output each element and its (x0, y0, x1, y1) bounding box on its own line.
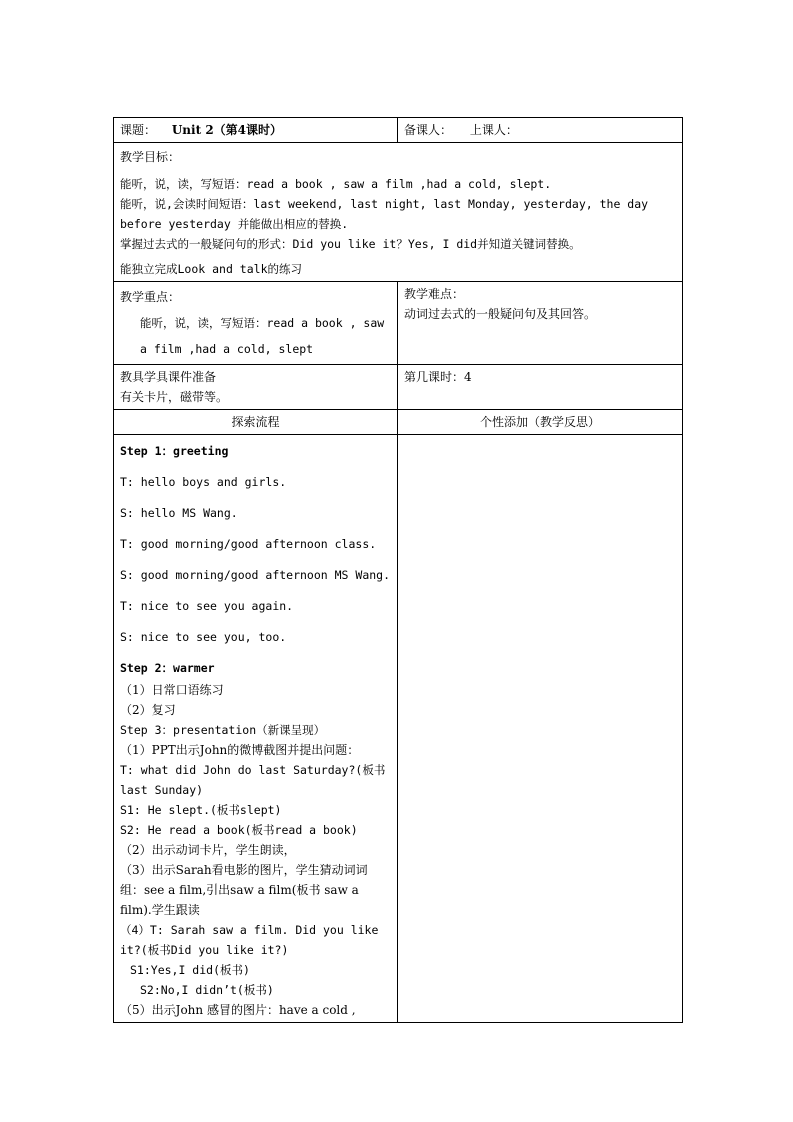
dialog-line: S: hello MS Wang. (120, 506, 238, 520)
dialog-line: S: good morning/good afternoon MS Wang. (120, 568, 391, 582)
objectives-cell (114, 143, 683, 282)
column-header-row (114, 410, 683, 435)
process-line: S1:Yes,I did(板书) (130, 963, 250, 977)
process-line: Step 3：presentation（新课呈现） (120, 723, 326, 737)
difficulties-text: 动词过去式的一般疑问句及其回答。 (404, 307, 597, 321)
process-line: S1: He slept.(板书slept) (120, 803, 282, 817)
dialog-line: T: good morning/good afternoon class. (120, 537, 377, 551)
process-cell (114, 435, 398, 1023)
materials-cell (114, 365, 398, 410)
objectives-row (114, 143, 683, 282)
process-line: S2: He read a book(板书read a book) (120, 823, 358, 837)
process-line: T: what did John do last Saturday?(板书last Sunday) (120, 763, 386, 797)
process-row (114, 435, 683, 1023)
process-line: （5）出示John 感冒的图片：have a cold , (120, 1003, 356, 1017)
lesson-count-text: 第几课时：4 (404, 370, 472, 384)
process-column-header: 探索流程 (114, 410, 398, 435)
objectives-title: 教学目标： (120, 150, 181, 164)
key-points-row (114, 282, 683, 365)
topic-cell (114, 118, 398, 143)
key-points-cell (114, 282, 398, 365)
materials-title: 教具学具课件准备 (120, 370, 217, 384)
preparer-cell (398, 118, 683, 143)
topic-label: 课题： (120, 123, 157, 137)
objective-line: 能听，说,会读时间短语：last weekend, last night, last Monday, yesterday, the day before yesterday 并能做出相应的替换. (120, 197, 649, 231)
process-line: （2）复习 (120, 703, 176, 717)
reflection-cell (398, 435, 683, 1023)
lesson-count-cell (398, 365, 683, 410)
step2-title: Step 2：warmer (120, 661, 215, 675)
process-line: （2）出示动词卡片，学生朗读， (120, 843, 296, 857)
process-line: S2:No,I didn’t(板书) (140, 983, 274, 997)
dialog-line: S: nice to see you, too. (120, 630, 287, 644)
topic-value: Unit 2（第4课时） (171, 123, 283, 137)
reflection-column-header: 个性添加（教学反思） (398, 410, 683, 435)
key-points-text: 能听，说，读，写短语：read a book , saw a film ,had a cold, slept (140, 316, 385, 356)
process-line: （1）日常口语练习 (120, 683, 224, 697)
lesson-plan-sheet (113, 117, 682, 1023)
objective-line: 掌握过去式的一般疑问句的形式：Did you like it？Yes, I did并知道关键词替换。 (120, 237, 581, 251)
materials-row (114, 365, 683, 410)
process-line: （1）PPT出示John的微博截图并提出问题： (120, 743, 360, 757)
dialog-line: T: nice to see you again. (120, 599, 294, 613)
process-line: （3）出示Sarah看电影的图片，学生猜动词词组：see a film,引出saw a film(板书 saw a film).学生跟读 (120, 863, 368, 917)
process-line: （4）T: Sarah saw a film. Did you like it?(板书Did you like it?) (120, 923, 379, 957)
key-points-title: 教学重点： (120, 290, 181, 304)
materials-text: 有关卡片，磁带等。 (120, 390, 229, 404)
objective-line: 能听，说，读，写短语：read a book , saw a film ,had a cold, slept. (120, 177, 552, 191)
step1-title: Step 1：greeting (120, 444, 229, 458)
objective-line: 能独立完成Look and talk的练习 (120, 262, 303, 276)
teacher-label: 上课人： (469, 123, 518, 137)
lesson-plan-table (113, 117, 683, 1023)
difficulties-title: 教学难点： (404, 287, 465, 301)
dialog-line: T: hello boys and girls. (120, 475, 287, 489)
difficulties-cell (398, 282, 683, 365)
preparer-label: 备课人： (404, 123, 453, 137)
header-row (114, 118, 683, 143)
